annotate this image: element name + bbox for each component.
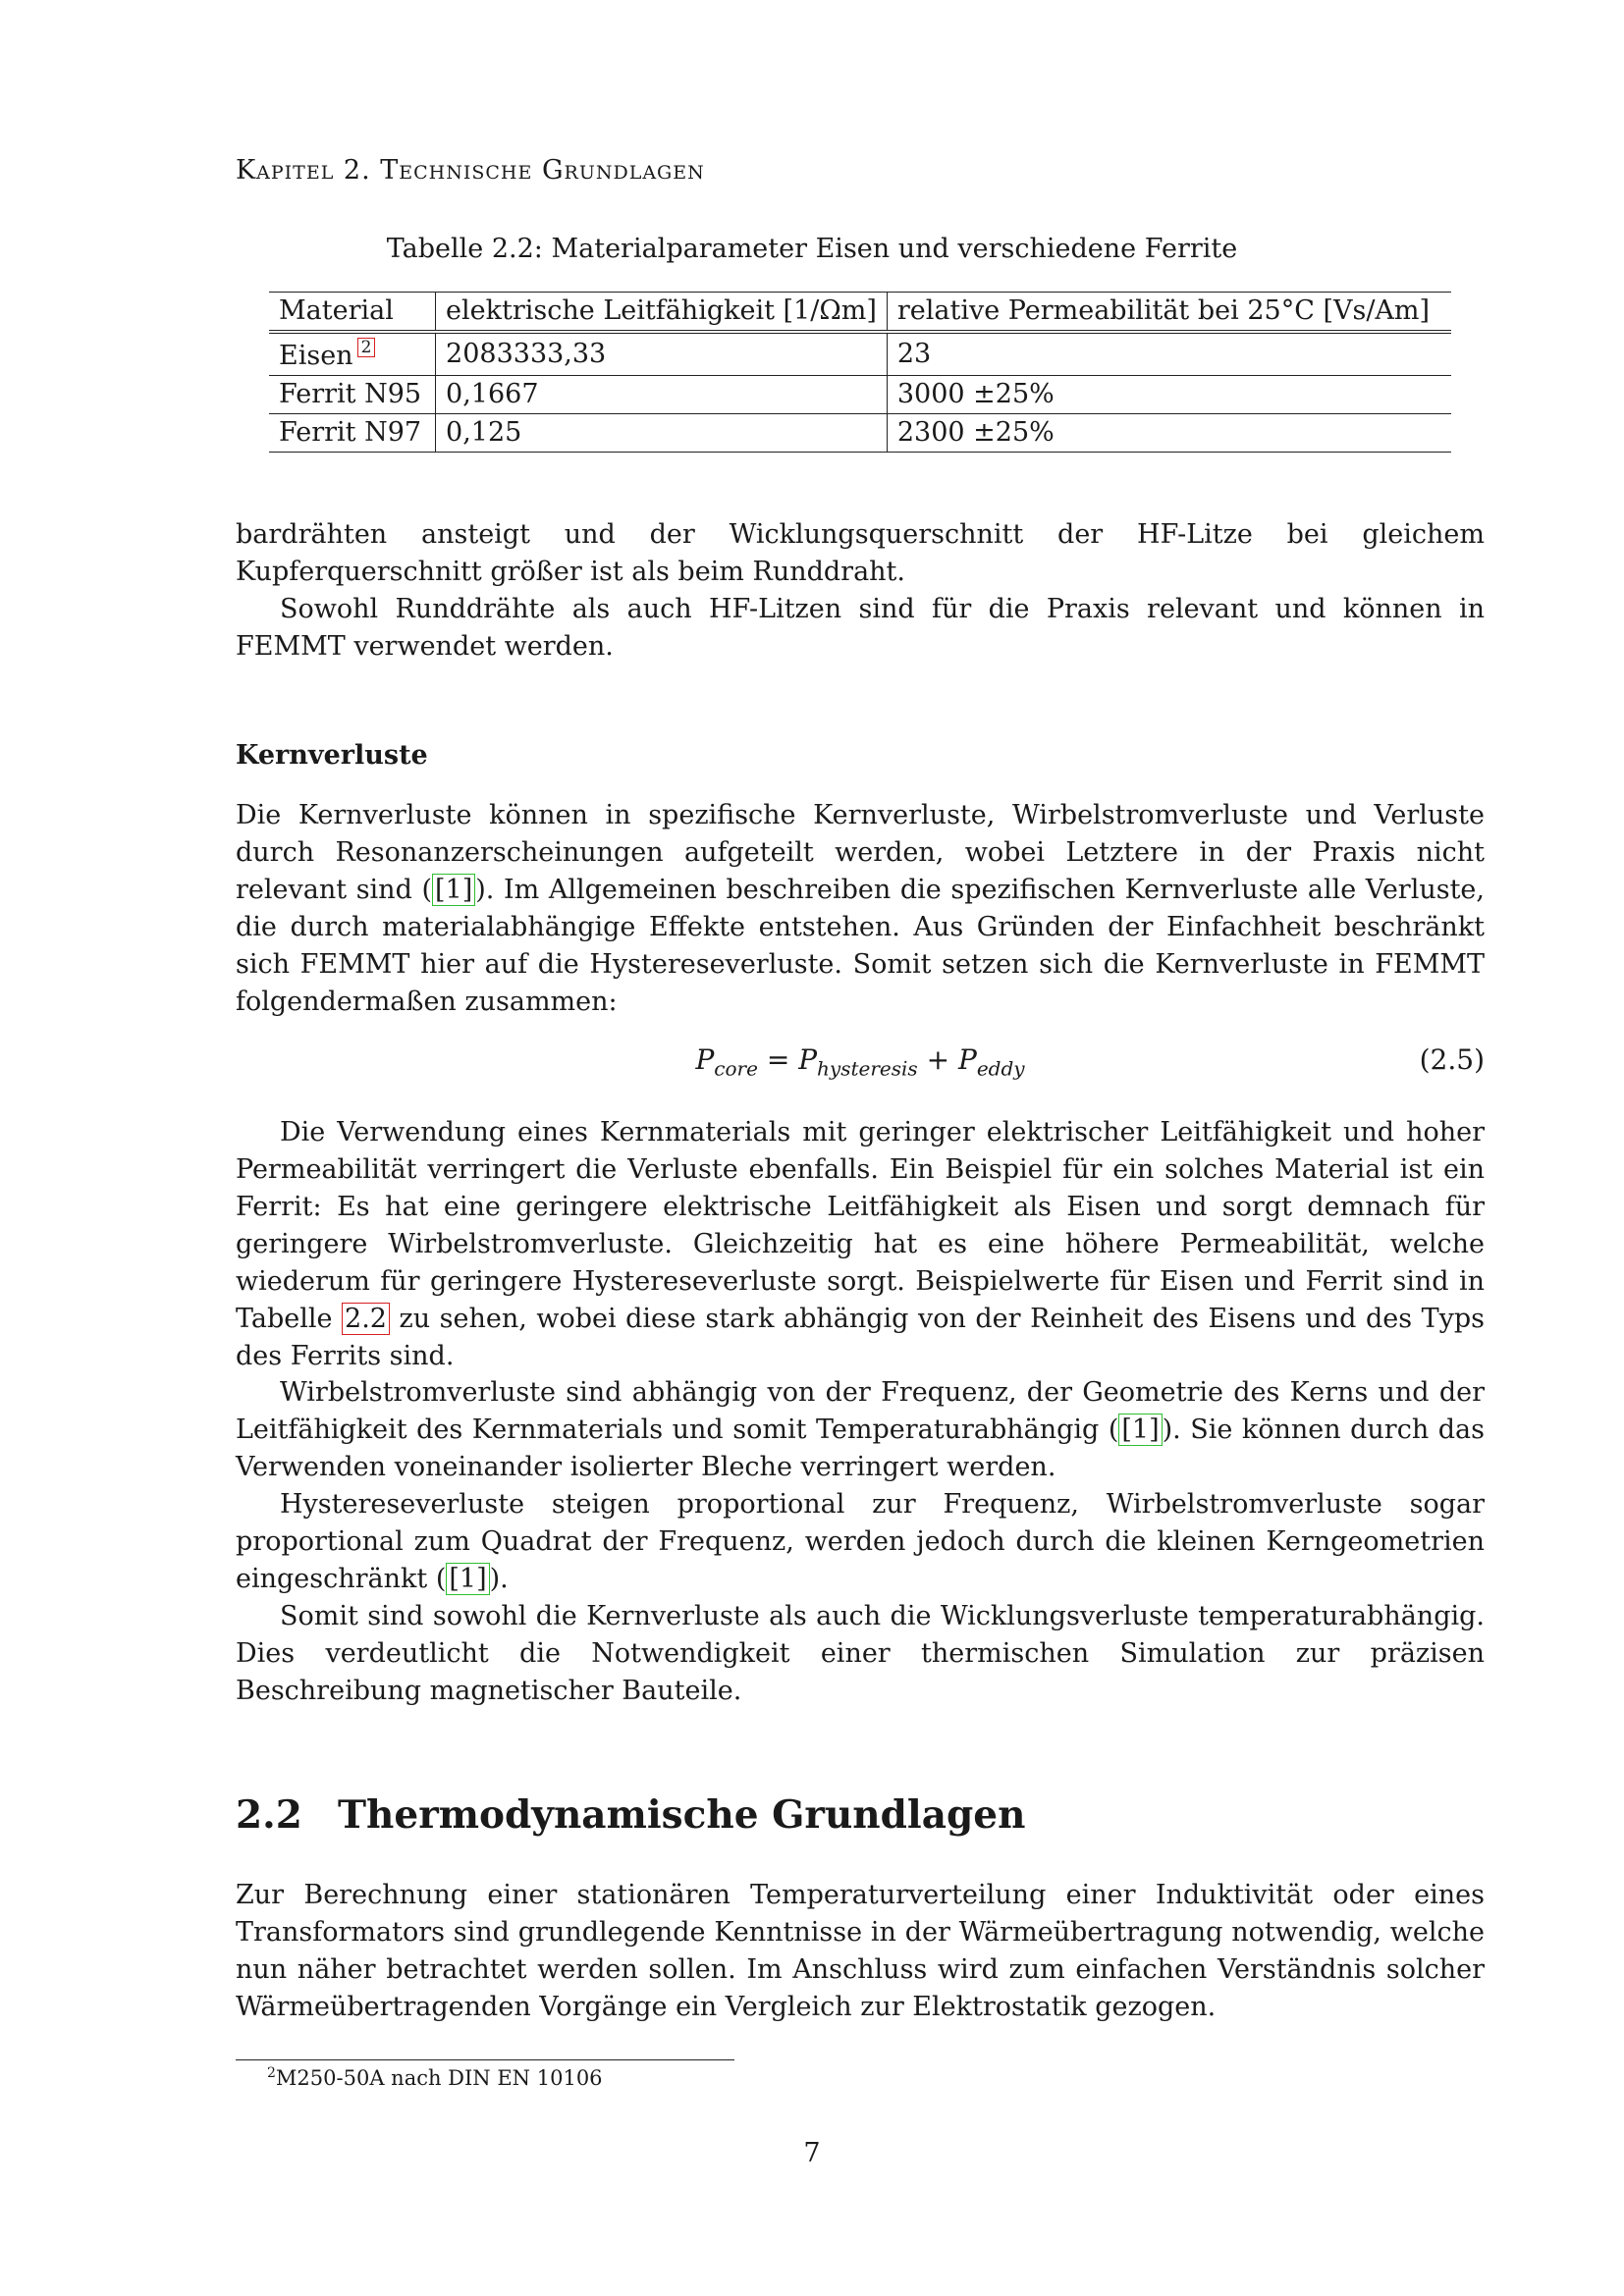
paragraph-text: Wirbelstromverluste sind abhängig von der Frequenz, der Geometrie des Kerns und der Leitfähigkeit des Kernmaterials und somit Temperaturabhängig (: [236, 1377, 1485, 1445]
table-cell-material: Ferrit N95: [269, 376, 436, 414]
material-table: [269, 292, 1451, 453]
equation-2-5: [236, 1043, 1485, 1083]
column-header-permeability: relative Permeabilität bei 25°C [Vs/Am]: [887, 293, 1451, 333]
body-text-block-2: [236, 797, 1485, 1021]
eq-symbol: P: [798, 1043, 818, 1076]
paragraph: [236, 1486, 1485, 1598]
paragraph: [236, 1374, 1485, 1486]
body-text-block-6: [236, 1877, 1485, 2026]
body-text-block-3: [236, 1114, 1485, 1375]
footnote-link[interactable]: 2: [357, 338, 376, 357]
table-cell-material: Ferrit N97: [269, 414, 436, 453]
table-cell-permeability: 2300 ±25%: [887, 414, 1451, 453]
footnote-mark: 2: [267, 2065, 276, 2081]
paragraph: [236, 797, 1485, 1021]
body-text-block-1: [236, 516, 1485, 666]
eq-symbol: P: [957, 1043, 977, 1076]
page-number: 7: [803, 2138, 821, 2168]
table-header-row: [269, 293, 1451, 333]
material-name: Eisen: [279, 341, 353, 371]
footnote-rule: [236, 2059, 734, 2060]
table-row: [269, 376, 1451, 414]
table-cell-material: [269, 332, 436, 376]
section-heading: [236, 1792, 1025, 1838]
eq-symbol: P: [695, 1043, 715, 1076]
paragraph-text: ).: [489, 1564, 509, 1594]
section-number: 2.2: [236, 1792, 302, 1838]
equation-number: (2.5): [1419, 1043, 1485, 1076]
eq-subscript: core: [714, 1056, 758, 1081]
paragraph: bardrähten ansteigt und der Wicklungsquerschnitt der HF-Litze bei gleichem Kupferquerschnitt größer ist als beim Runddraht.: [236, 519, 1485, 587]
eq-subscript: eddy: [976, 1056, 1025, 1081]
column-header-conductivity: elektrische Leitfähigkeit [1/Ωm]: [436, 293, 888, 333]
table-cell-permeability: 3000 ±25%: [887, 376, 1451, 414]
paragraph-text: Die Verwendung eines Kernmaterials mit geringer elektrischer Leitfähigkeit und hoher Permeabilität verringert die Verluste ebenfalls. Ein Beispiel für ein solches Material ist ein Ferrit: Es hat eine geringere elektrische Leitfähigkeit als Eisen und sorgt demnach für geringere Wirbelstromverluste. Gleichzeitig hat es eine höhere Permeabilität, welche wiederum für geringere Hystereseverluste sorgt. Beispielwerte für Eisen und Ferrit sind in Tabelle: [236, 1117, 1485, 1334]
table-row: [269, 414, 1451, 453]
running-head: Kapitel 2. Technische Grundlagen: [236, 155, 705, 186]
table-caption: Tabelle 2.2: Materialparameter Eisen und verschiedene Ferrite: [386, 234, 1238, 264]
table-cell-conductivity: 0,125: [436, 414, 888, 453]
paragraph-text: zu sehen, wobei diese stark abhängig von der Reinheit des Eisens und des Typs des Ferrits sind.: [236, 1304, 1485, 1371]
paragraph-text: Hystereseverluste steigen proportional zur Frequenz, Wirbelstromverluste sogar proportional zum Quadrat der Frequenz, werden jedoch durch die kleinen Kerngeometrien eingeschränkt (: [236, 1489, 1485, 1594]
citation-link[interactable]: [1]: [1118, 1414, 1162, 1446]
paragraph-text: ). Sie können durch das Verwenden voneinander isolierter Bleche verringert werden.: [236, 1415, 1485, 1482]
column-header-material: Material: [269, 293, 436, 333]
body-text-block-4: [236, 1374, 1485, 1598]
table-ref-link[interactable]: 2.2: [342, 1303, 390, 1335]
footnote-text: M250-50A nach DIN EN 10106: [275, 2066, 603, 2090]
paragraph: [236, 1114, 1485, 1375]
table-cell-conductivity: 0,1667: [436, 376, 888, 414]
eq-subscript: hysteresis: [817, 1056, 918, 1081]
equation-body: [236, 1043, 1485, 1081]
section-title: Thermodynamische Grundlagen: [338, 1792, 1026, 1838]
footnote: [267, 2065, 603, 2090]
paragraph: Sowohl Runddrähte als auch HF-Litzen sind für die Praxis relevant und können in FEMMT verwendet werden.: [236, 594, 1485, 662]
paragraph-text: Die Kernverluste können in spezifische Kernverluste, Wirbelstromverluste und Verluste durch Resonanzerscheinungen aufgeteilt werden, wobei Letztere in der Praxis nicht relevant sind (: [236, 800, 1485, 905]
eq-operator: =: [766, 1043, 790, 1076]
eq-operator: +: [926, 1043, 950, 1076]
table-cell-conductivity: 2083333,33: [436, 332, 888, 376]
paragraph: Zur Berechnung einer stationären Temperaturverteilung einer Induktivität oder eines Transformators sind grundlegende Kenntnisse in der Wärmeübertragung notwendig, welche nun näher betrachtet werden sollen. Im Anschluss wird zum einfachen Verständnis solcher Wärmeübertragenden Vorgänge ein Vergleich zur Elektrostatik gezogen.: [236, 1880, 1485, 2022]
citation-link[interactable]: [1]: [446, 1563, 489, 1595]
subsection-heading: Kernverluste: [236, 740, 428, 771]
citation-link[interactable]: [1]: [432, 874, 475, 906]
paragraph: Somit sind sowohl die Kernverluste als auch die Wicklungsverluste temperaturabhängig. Dies verdeutlicht die Notwendigkeit einer thermischen Simulation zur präzisen Beschreibung magnetischer Bauteile.: [236, 1601, 1485, 1706]
table-cell-permeability: 23: [887, 332, 1451, 376]
table-row: [269, 332, 1451, 376]
paragraph-text: ). Im Allgemeinen beschreiben die spezifischen Kernverluste alle Verluste, die durch materialabhängige Effekte entstehen. Aus Gründen der Einfachheit beschränkt sich FEMMT hier auf die Hystereseverluste. Somit setzen sich die Kernverluste in FEMMT folgendermaßen zusammen:: [236, 875, 1485, 1017]
body-text-block-5: [236, 1598, 1485, 1710]
